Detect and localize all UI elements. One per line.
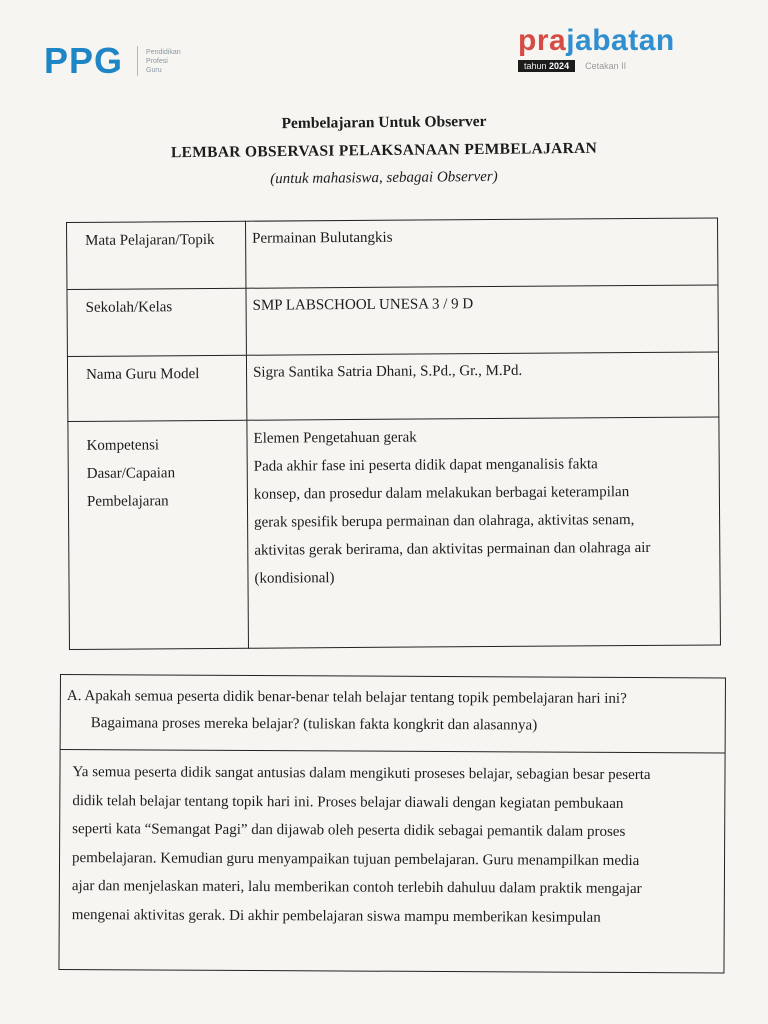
row-label-mapel: Mata Pelajaran/Topik [67,221,246,289]
prajabatan-logo-text [518,24,675,58]
kompetensi-value-line: Elemen Pengetahuan gerak [253,429,417,447]
ppg-sub-line: Pendidikan [146,48,181,56]
section-a-box [58,674,726,973]
kompetensi-label-line: Dasar/Capaian [86,465,176,482]
question-line: A. Apakah semua peserta didik benar-benar telah belajar tentang topik pembelajaran hari ini? [66,688,627,707]
table-row [67,352,718,422]
kompetensi-value-line: gerak spesifik berupa permainan dan olahraga, aktivitas senam, [254,512,635,531]
tahun-label: tahun [524,61,547,71]
kompetensi-label-line: Pembelajaran [86,493,169,510]
prajabatan-logo [518,24,675,72]
section-a-question [61,675,725,753]
row-label-sekolah: Sekolah/Kelas [67,288,246,356]
answer-line: pembelajaran. Kemudian guru menyampaikan tujuan pembelajaran. Guru menampilkan media [71,849,640,869]
answer-line: Ya semua peserta didik sangat antusias dalam mengikuti proseses belajar, sebagian besar peserta [72,764,651,784]
kompetensi-value-line: konsep, dan prosedur dalam melakukan berbagai keterampilan [253,484,630,503]
section-a-answer [60,750,725,932]
kompetensi-value-line: Pada akhir fase ini peserta didik dapat menganalisis fakta [253,456,598,475]
prajabatan-logo-part-b: jabatan [566,24,675,57]
table-row [67,218,718,290]
kompetensi-value-line: (kondisional) [254,570,335,587]
document-title-line1: Pembelajaran Untuk Observer [281,112,487,133]
prajabatan-logo-row [518,60,675,72]
ppg-logo-text: PPG [44,40,124,81]
ppg-sub-line: Profesi [146,57,168,65]
ppg-logo-subtitle [146,48,181,75]
document-subtitle: (untuk mahasiswa, sebagai Observer) [270,168,498,188]
answer-line: mengenai aktivitas gerak. Di akhir pembelajaran siswa mampu memberikan kesimpulan [71,906,601,926]
prajabatan-logo-part-a: pra [518,24,567,57]
ppg-sub-line: Guru [146,66,162,74]
kompetensi-value-line: aktivitas gerak berirama, dan aktivitas permainan dan olahraga air [254,539,651,559]
answer-line: seperti kata “Semangat Pagi” dan dijawab oleh peserta didik sebagai pemantik dalam proses [72,821,626,840]
row-value-sekolah: SMP LABSCHOOL UNESA 3 / 9 D [246,285,718,355]
answer-line: ajar dan menjelaskan materi, lalu memberikan contoh terlebih dahuluu dalam praktik mengajar [71,878,642,898]
document-title-line2: LEMBAR OBSERVASI PELAKSANAAN PEMBELAJARAN [170,139,598,162]
table-row [68,417,721,650]
tahun-value: 2024 [549,61,570,71]
row-label-kompetensi [68,420,249,649]
logo-divider [137,46,138,76]
cetakan-label: Cetakan II [585,61,627,71]
table-row [67,285,718,357]
row-label-guru: Nama Guru Model [67,355,246,421]
question-line: Bagaimana proses mereka belajar? (tuliskan fakta kongkrit dan alasannya) [90,715,538,734]
row-value-mapel: Permainan Bulutangkis [245,218,717,288]
row-value-kompetensi [247,417,721,648]
row-value-guru: Sigra Santika Satria Dhani, S.Pd., Gr., M.Pd. [246,352,718,420]
info-table [66,217,721,650]
answer-line: didik telah belajar tentang topik hari ini. Proses belajar diawali dengan kegiatan pembukaan [72,792,624,812]
kompetensi-label-line: Kompetensi [86,437,160,454]
tahun-badge [518,60,575,72]
ppg-logo [44,40,181,82]
